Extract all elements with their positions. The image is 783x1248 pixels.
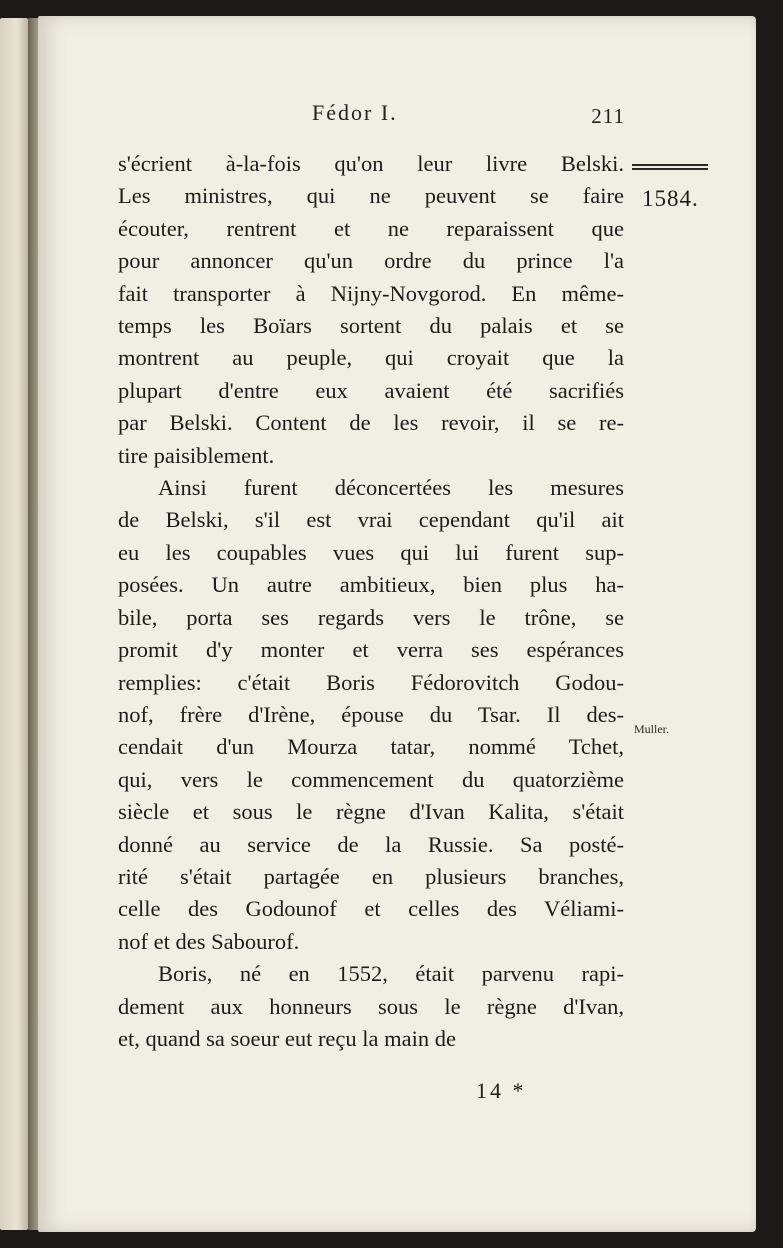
book-gutter bbox=[28, 18, 38, 1230]
margin-rule bbox=[632, 164, 708, 172]
text-line: nof et des Sabourof. bbox=[118, 928, 300, 954]
text-line: cendait d'un Mourza tatar, nommé Tchet, bbox=[118, 734, 624, 760]
text-line: Ainsi furent déconcertées les mesures bbox=[158, 475, 624, 501]
text-line: rité s'était partagée en plusieurs branches, bbox=[118, 863, 624, 889]
text-line: par Belski. Content de les revoir, il se re- bbox=[118, 410, 624, 436]
text-line: tire paisiblement. bbox=[118, 442, 275, 468]
running-head-title: Fédor I. bbox=[312, 100, 398, 125]
text-line: eu les coupables vues qui lui furent sup- bbox=[118, 539, 624, 565]
text-line: Les ministres, qui ne peuvent se faire bbox=[118, 183, 624, 209]
text-line: s'écrient à-la-fois qu'on leur livre Belski. bbox=[118, 151, 624, 176]
text-line: qui, vers le commencement du quatorzième bbox=[118, 766, 624, 792]
body-text bbox=[118, 148, 624, 1055]
margin-source-note: Muller. bbox=[634, 722, 669, 736]
text-line: dement aux honneurs sous le règne d'Ivan, bbox=[118, 993, 624, 1019]
text-line: écouter, rentrent et ne reparaissent que bbox=[118, 215, 624, 241]
text-line: remplies: c'était Boris Fédorovitch Godou- bbox=[118, 669, 624, 695]
running-head bbox=[120, 100, 625, 132]
text-line: posées. Un autre ambitieux, bien plus ha- bbox=[118, 572, 624, 598]
text-line: bile, porta ses regards vers le trône, se bbox=[118, 604, 624, 630]
text-line: de Belski, s'il est vrai cependant qu'il ait bbox=[118, 507, 624, 533]
signature-mark: 14 * bbox=[476, 1078, 527, 1103]
text-line: Boris, né en 1552, était parvenu rapi- bbox=[158, 961, 624, 987]
text-line: fait transporter à Nijny-Novgorod. En même- bbox=[118, 280, 624, 306]
paragraph bbox=[118, 958, 624, 1055]
left-page-edge bbox=[0, 18, 28, 1230]
text-line: montrent au peuple, qui croyait que la bbox=[118, 345, 624, 371]
paragraph bbox=[118, 148, 624, 472]
text-line: nof, frère d'Irène, épouse du Tsar. Il des- bbox=[118, 701, 624, 727]
margin-year: 1584. bbox=[642, 186, 699, 211]
text-line: temps les Boïars sortent du palais et se bbox=[118, 313, 624, 339]
paragraph bbox=[118, 472, 624, 958]
text-line: et, quand sa soeur eut reçu la main de bbox=[118, 1025, 456, 1051]
text-line: plupart d'entre eux avaient été sacrifiés bbox=[118, 377, 624, 403]
text-line: promit d'y monter et verra ses espérances bbox=[118, 637, 624, 663]
text-line: donné au service de la Russie. Sa posté- bbox=[118, 831, 624, 857]
text-line: celle des Godounof et celles des Véliami- bbox=[118, 896, 624, 922]
text-line: pour annoncer qu'un ordre du prince l'a bbox=[118, 248, 624, 274]
page-number: 211 bbox=[591, 104, 625, 128]
text-line: siècle et sous le règne d'Ivan Kalita, s'était bbox=[118, 799, 624, 825]
